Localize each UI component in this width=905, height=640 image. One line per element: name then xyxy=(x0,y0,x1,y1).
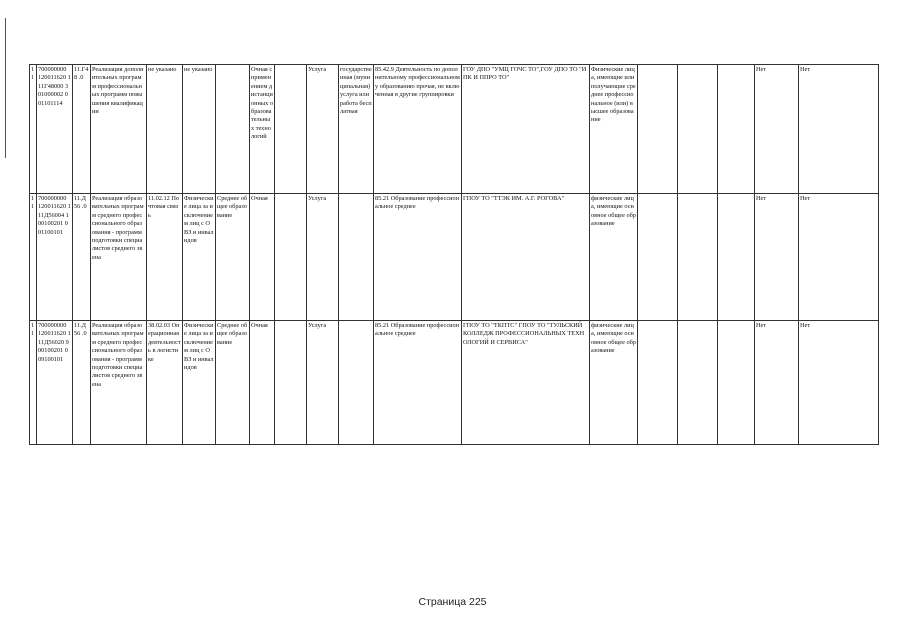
consumer-category-cell: Физические лица за исключением лиц с ОВЗ и инвалидов xyxy=(183,194,216,321)
empty-cell xyxy=(718,321,755,445)
organization-cell: ГПОУ ТО "ТТЭК ИМ. А.Г. РОГОВА" xyxy=(462,194,590,321)
flag-cell: Нет xyxy=(799,321,879,445)
flag-cell: Нет xyxy=(755,65,799,194)
consumers-cell: Физические лица, имеющие или получающие среднее профессиональное (или) высшее образование xyxy=(590,65,638,194)
condition-cell: Среднее общее образование xyxy=(216,321,250,445)
empty-cell xyxy=(275,321,307,445)
condition-cell xyxy=(216,65,250,194)
flag-cell: Нет xyxy=(799,65,879,194)
empty-cell xyxy=(718,194,755,321)
okved-cell: 85.21 Образование профессиональное среднее xyxy=(374,321,462,445)
okved-cell: 85.42.9 Деятельность по дополнительному профессиональному образованию прочая, не включенная в другие группировки xyxy=(374,65,462,194)
education-form-cell: Очная xyxy=(250,321,275,445)
classifier-code-cell: 11.Д56 .0 xyxy=(73,321,91,445)
consumer-category-cell: не указано xyxy=(183,65,216,194)
registry-code-cell: 700000000 120011620 111Д56004 100100201 001100101 xyxy=(37,194,73,321)
basis-cell xyxy=(339,194,374,321)
empty-cell xyxy=(718,65,755,194)
flag-cell: Нет xyxy=(755,194,799,321)
empty-cell xyxy=(678,65,718,194)
row-number-cell: 11 xyxy=(30,65,37,194)
service-name-cell: Реализация образовательных программ среднего профессионального образования - программ подготовки специалистов среднего звена xyxy=(91,194,147,321)
organization-cell: ГПОУ ТО "ТКПТС" ГПОУ ТО "ТУЛЬСКИЙ КОЛЛЕДЖ ПРОФЕССИОНАЛЬНЫХ ТЕХНОЛОГИЙ И СЕРВИСА" xyxy=(462,321,590,445)
registry-code-cell: 700000000 120011620 111Г48000 301000002 001101114 xyxy=(37,65,73,194)
registry-table xyxy=(29,64,879,445)
empty-cell xyxy=(638,194,678,321)
service-type-cell: Услуга xyxy=(307,65,339,194)
basis-cell xyxy=(339,321,374,445)
service-name-cell: Реализация образовательных программ среднего профессионального образования - программ подготовки специалистов среднего звена xyxy=(91,321,147,445)
organization-cell: ГОУ ДПО "УМЦ ГОЧС ТО",ГОУ ДПО ТО "ИПК И ППРО ТО" xyxy=(462,65,590,194)
left-margin-line xyxy=(5,18,6,158)
empty-cell xyxy=(275,194,307,321)
table-row xyxy=(30,194,879,321)
empty-cell xyxy=(638,321,678,445)
condition-cell: Среднее общее образование xyxy=(216,194,250,321)
okved-cell: 85.21 Образование профессиональное среднее xyxy=(374,194,462,321)
service-type-cell: Услуга xyxy=(307,194,339,321)
flag-cell: Нет xyxy=(799,194,879,321)
specialty-cell: 38.02.03 Операционная деятельность в логистике xyxy=(147,321,183,445)
classifier-code-cell: 11.Г48 .0 xyxy=(73,65,91,194)
page-number: Страница 225 xyxy=(418,596,487,608)
service-type-cell: Услуга xyxy=(307,321,339,445)
empty-cell xyxy=(638,65,678,194)
consumer-category-cell: Физические лица за исключением лиц с ОВЗ и инвалидов xyxy=(183,321,216,445)
education-form-cell: Очная с применением дистанционных образовательных технологий xyxy=(250,65,275,194)
empty-cell xyxy=(678,321,718,445)
consumers-cell: физические лица, имеющие основное общее образование xyxy=(590,321,638,445)
basis-cell: государственная (муниципальная) услуга или работа бесплатная xyxy=(339,65,374,194)
registry-code-cell: 700000000 120011620 111Д56020 900100201 009100101 xyxy=(37,321,73,445)
service-name-cell: Реализация дополнительных программ профессиональных программ повышения квалификации xyxy=(91,65,147,194)
empty-cell xyxy=(275,65,307,194)
specialty-cell: не указано xyxy=(147,65,183,194)
specialty-cell: 11.02.12 Почтовая связь xyxy=(147,194,183,321)
table-row xyxy=(30,321,879,445)
consumers-cell: физические лица, имеющие основное общее образование xyxy=(590,194,638,321)
classifier-code-cell: 11.Д56 .0 xyxy=(73,194,91,321)
row-number-cell: 11 xyxy=(30,194,37,321)
education-form-cell: Очная xyxy=(250,194,275,321)
flag-cell: Нет xyxy=(755,321,799,445)
row-number-cell: 11 xyxy=(30,321,37,445)
table-row xyxy=(30,65,879,194)
empty-cell xyxy=(678,194,718,321)
